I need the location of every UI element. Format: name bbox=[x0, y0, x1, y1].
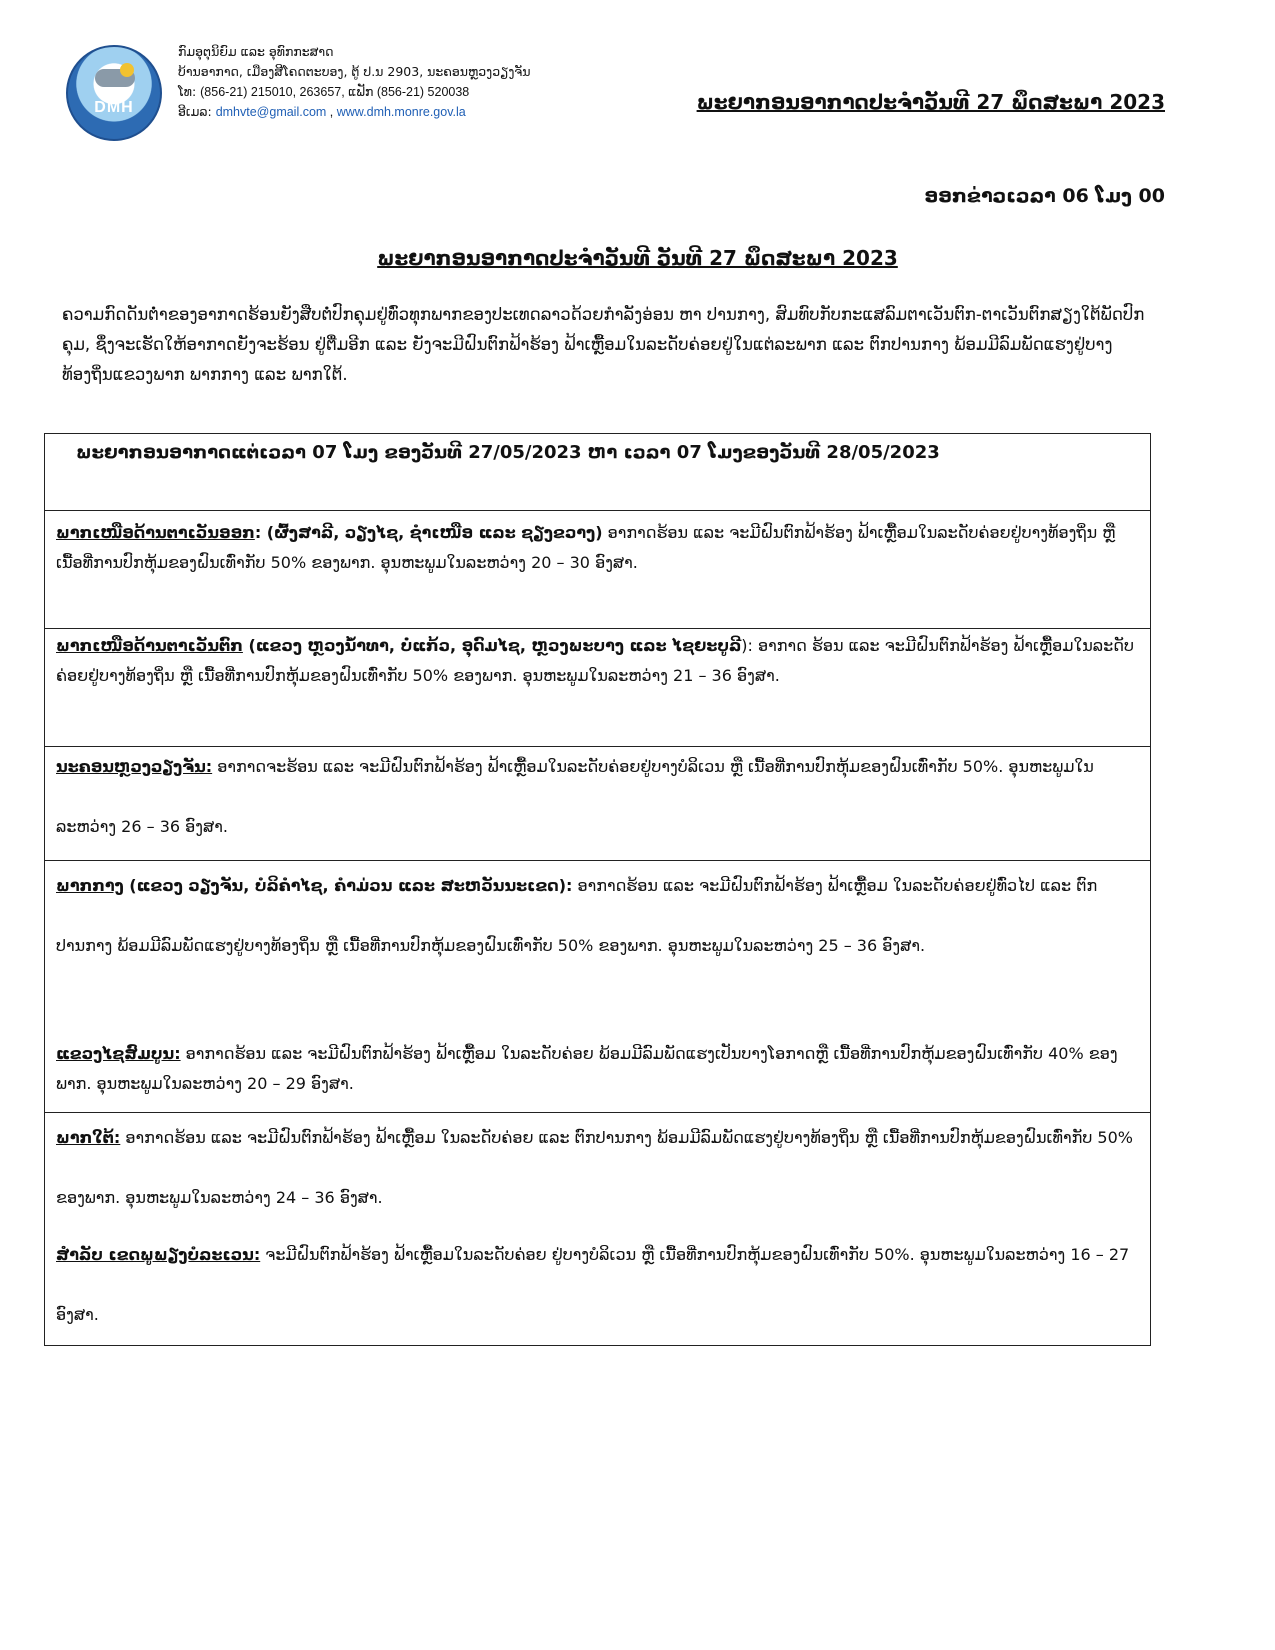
region-name: ພາກກາງ bbox=[56, 876, 124, 895]
region-forecast: ອາກາດຮ້ອນ ແລະ ຈະມີຝົນຕົກຟ້າຮ້ອງ ຟ້າເຫຼື້ອມ ໃນລະດັບຄ່ອຍຢູ່ທົ່ວໄປ ແລະ ຕົກປານກາງ ພ້ອມມີລົມພັດແຮງຢູ່ບາງທ້ອງຖິ່ນ ຫຼື ເນື້ອທີ່ການປົກຫຸ້ມຂອງຝົນເທົ່າກັບ 50% ຂອງພາກ. ອຸນຫະພູມໃນລະຫວ່າງ 25 – 36 ອົງສາ. bbox=[56, 876, 1098, 955]
logo-abbreviation: DMH bbox=[94, 99, 134, 116]
region-forecast: ອາກາດຮ້ອນ ແລະ ຈະມີຝົນຕົກຟ້າຮ້ອງ ຟ້າເຫຼື້ອມໃນລະດັບຄ່ອຍຢູ່ບາງທ້ອງຖິ່ນ ຫຼື ເນື້ອທີ່ການປົກຫຸ້ມຂອງຝົນເທົ່າກັບ 50% ຂອງພາກ. ອຸນຫະພູມໃນລະຫວ່າງ 20 – 30 ອົງສາ. bbox=[56, 523, 1116, 572]
region-forecast: ອາກາດຮ້ອນ ແລະ ຈະມີຝົນຕົກຟ້າຮ້ອງ ຟ້າເຫຼື້ອມ ໃນລະດັບຄ່ອຍ ແລະ ຕົກປານກາງ ພ້ອມມີລົມພັດແຮງຢູ່ບາງທ້ອງຖິ່ນ ຫຼື ເນື້ອທີ່ການປົກຫຸ້ມຂອງຝົນເທົ່າກັບ 50% ຂອງພາກ. ອຸນຫະພູມໃນລະຫວ່າງ 24 – 36 ອົງສາ. bbox=[56, 1128, 1133, 1207]
letterhead bbox=[178, 42, 531, 122]
forecast-title: ພະຍາກອນອາກາດປະຈຳວັນທີ ວັນທີ 27 ພຶດສະພາ 2023 bbox=[377, 246, 898, 270]
region-northeast bbox=[56, 518, 1141, 578]
region-bolaven-plateau bbox=[56, 1225, 1141, 1345]
email-link[interactable]: dmhvte@gmail.com bbox=[215, 105, 327, 119]
org-address: ບ້ານອາກາດ, ເມືອງສີໂຄດຕະບອງ, ຕູ້ ປ.ນ 2903, ນະຄອນຫຼວງວຽງຈັນ bbox=[178, 64, 531, 79]
dmh-logo bbox=[66, 45, 162, 141]
phone-label: ໂທ: bbox=[178, 84, 197, 99]
region-xaisomboun bbox=[56, 1039, 1141, 1099]
phone-number: (856-21) 215010, 263657, ແຟັກ (856-21) 520038 bbox=[200, 85, 470, 99]
contact-separator: , bbox=[326, 105, 337, 119]
region-name: ພາກໃຕ້: bbox=[56, 1128, 121, 1147]
table-divider bbox=[44, 628, 1151, 629]
region-northwest bbox=[56, 631, 1141, 691]
forecast-period: ພະຍາກອນອາກາດແຕ່ເວລາ 07 ໂມງ ຂອງວັນທີ 27/05/2023 ຫາ ເວລາ 07 ໂມງຂອງວັນທີ 28/05/2023 bbox=[76, 442, 940, 463]
document-title: ພະຍາກອນອາກາດປະຈຳວັນທີ 27 ພຶດສະພາ 2023 bbox=[696, 90, 1165, 114]
region-vientiane-capital bbox=[56, 737, 1141, 857]
website-link[interactable]: www.dmh.monre.gov.la bbox=[336, 105, 466, 119]
org-contacts bbox=[178, 102, 531, 122]
region-provinces: : (ຜົ້ງສາລີ, ວຽງໄຊ, ຊຳເໜືອ ແລະ ຊຽງຂວາງ) bbox=[254, 523, 603, 542]
region-forecast: ອາກາດຈະຮ້ອນ ແລະ ຈະມີຝົນຕົກຟ້າຮ້ອງ ຟ້າເຫຼື້ອມໃນລະດັບຄ່ອຍຢູ່ບາງບໍລິເວນ ຫຼື ເນື້ອທີ່ການປົກຫຸ້ມຂອງຝົນເທົ່າກັບ 50%. ອຸນຫະພູມໃນລະຫວ່າງ 26 – 36 ອົງສາ. bbox=[56, 757, 1094, 836]
org-phone bbox=[178, 82, 531, 102]
issue-time: ອອກຂ່າວເວລາ 06 ໂມງ 00 bbox=[924, 185, 1165, 207]
region-name: ສຳລັບ ເຂດພູພຽງບໍລະເວນ: bbox=[56, 1245, 261, 1264]
region-forecast: ຈະມີຝົນຕົກຟ້າຮ້ອງ ຟ້າເຫຼື້ອມໃນລະດັບຄ່ອຍ ຢູ່ບາງບໍລິເວນ ຫຼື ເນື້ອທີ່ການປົກຫຸ້ມຂອງຝົນເທົ່າກັບ 50%. ອຸນຫະພູມໃນລະຫວ່າງ 16 – 27 ອົງສາ. bbox=[56, 1245, 1130, 1324]
region-south bbox=[56, 1108, 1141, 1228]
org-name: ກົມອຸຕຸນິຍົມ ແລະ ອຸທົກກະສາດ bbox=[178, 44, 334, 59]
region-forecast: ): ອາກາດ ຮ້ອນ ແລະ ຈະມີຝົນຕົກຟ້າຮ້ອງ ຟ້າເຫຼື້ອມໃນລະດັບຄ່ອຍຢູ່ບາງທ້ອງຖິ່ນ ຫຼື ເນື້ອທີ່ການປົກຫຸ້ມຂອງຝົນເທົ່າກັບ 50% ຂອງພາກ. ອຸນຫະພູມໃນລະຫວ່າງ 21 – 36 ອົງສາ. bbox=[56, 636, 1134, 685]
sun-icon bbox=[120, 63, 134, 77]
region-forecast: ອາກາດຮ້ອນ ແລະ ຈະມີຝົນຕົກຟ້າຮ້ອງ ຟ້າເຫຼື້ອມ ໃນລະດັບຄ່ອຍ ພ້ອມມີລົມພັດແຮງເປັນບາງໂອກາດຫຼື ເນື້ອທີ່ການປົກຫຸ້ມຂອງຝົນເທົ່າກັບ 40% ຂອງພາກ. ອຸນຫະພູມໃນລະຫວ່າງ 20 – 29 ອົງສາ. bbox=[56, 1044, 1118, 1093]
region-name: ແຂວງໄຊສົມບູນ: bbox=[56, 1044, 181, 1063]
region-name: ນະຄອນຫຼວງວຽງຈັນ: bbox=[56, 757, 213, 776]
email-label: ອີເມລ: bbox=[178, 104, 212, 119]
region-name: ພາກເໜືອດ້ານຕາເວັນຕົກ bbox=[56, 636, 243, 655]
table-divider bbox=[44, 510, 1151, 511]
region-central bbox=[56, 856, 1141, 976]
region-provinces: (ແຂວງ ຫຼວງນ້ຳທາ, ບໍ່ແກ້ວ, ອຸດົມໄຊ, ຫຼວງພະບາງ ແລະ ໄຊຍະບູລີ bbox=[242, 636, 742, 655]
region-name: ພາກເໜືອດ້ານຕາເວັນອອກ bbox=[56, 523, 255, 542]
synopsis-paragraph: ຄວາມກົດດັນຕ່ຳຂອງອາກາດຮ້ອນຍັງສືບຕໍ່ປົກຄຸມຢູ່ທົ່ວທຸກພາກຂອງປະເທດລາວດ້ວຍກຳລັງອ່ອນ ຫາ ປານກາງ, ສົມທົບກັບກະແສລົມຕາເວັນຕົກ-ຕາເວັນຕົກສຽງໃຕ້ພັດປົກຄຸມ, ຊຶ່ງຈະເຮັດໃຫ້ອາກາດຍັງຈະຮ້ອນ ຢູ່ຕື່ມອີກ ແລະ ຍັງຈະມີຝົນຕົກຟ້າຮ້ອງ ຟ້າເຫຼື້ອມໃນລະດັບຄ່ອຍຢູ່ໃນແຕ່ລະພາກ ແລະ ຕົກປານກາງ ພ້ອມມີລົມພັດແຮງຢູ່ບາງທ້ອງຖິ່ນແຂວງພາກ ພາກກາງ ແລະ ພາກໃຕ້. bbox=[62, 305, 1145, 384]
region-provinces: (ແຂວງ ວຽງຈັນ, ບໍລິຄຳໄຊ, ຄຳມ່ວນ ແລະ ສະຫວັນນະເຂດ): bbox=[123, 876, 573, 895]
